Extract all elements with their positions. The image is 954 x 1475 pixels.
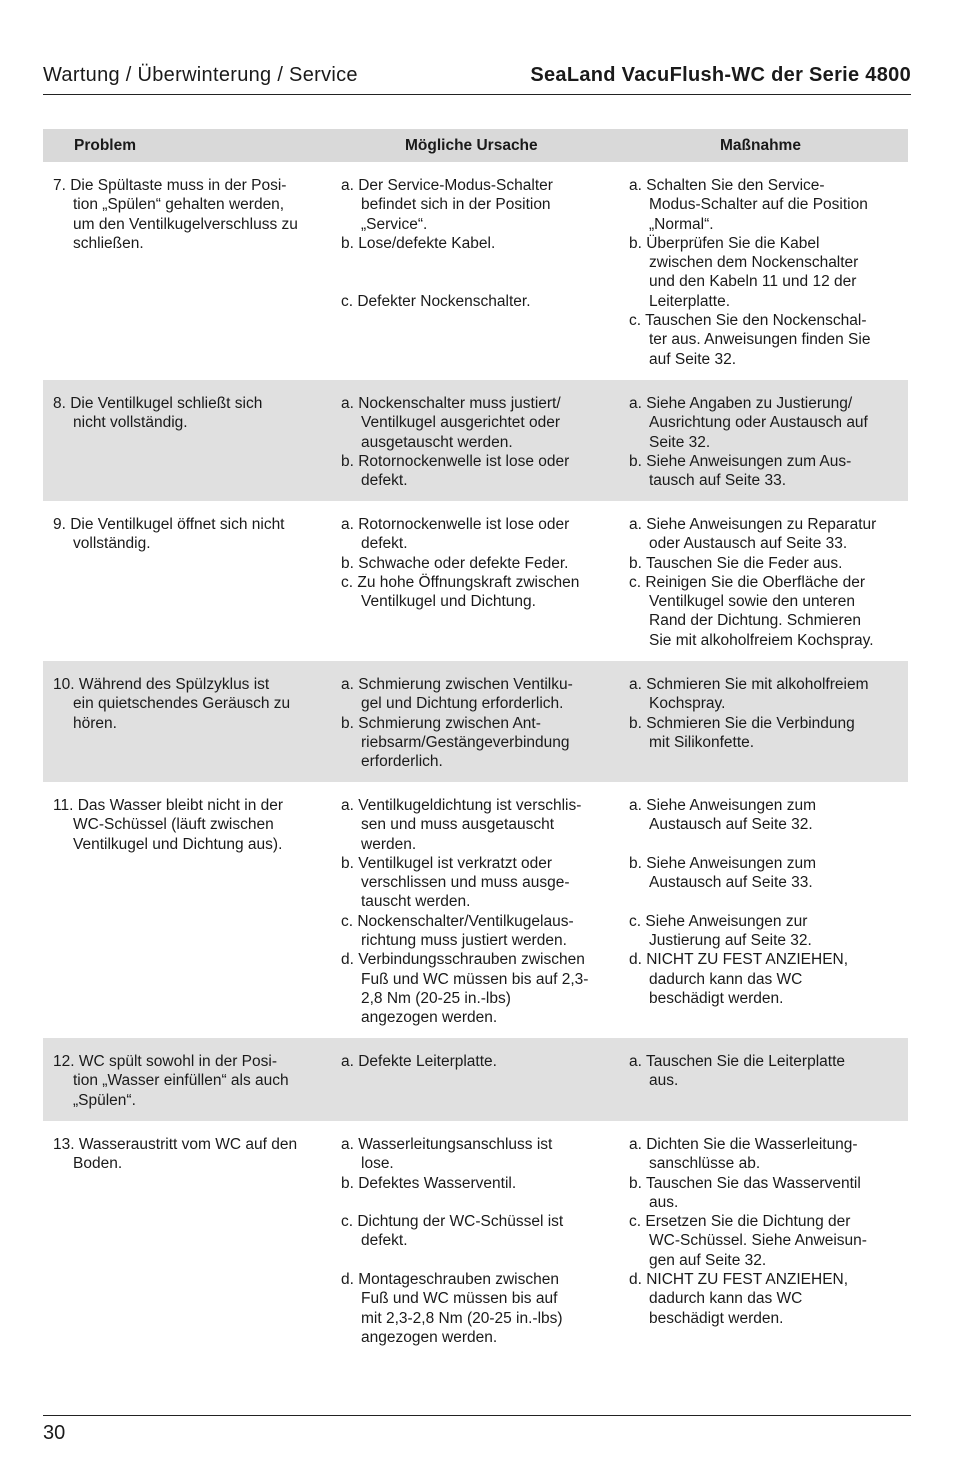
text-line: Austausch auf Seite 33. [649,874,813,892]
action-cell [629,176,904,369]
cause-item [341,714,613,772]
cause-item [341,1052,613,1071]
text-line: WC-Schüssel (läuft zwischen [73,816,274,834]
column-header-problem: Problem [74,137,137,154]
text-line: gel und Dichtung erforderlich. [361,695,564,713]
text-line: c. Nockenschalter/Ventilkugelaus- [341,912,574,930]
text-line: Justierung auf Seite 32. [649,932,812,950]
cause-cell [341,675,613,771]
action-item [629,714,904,753]
text-line: 8. Die Ventilkugel schließt sich [53,395,263,412]
text-line: c. Zu hohe Öffnungskraft zwischen [341,573,580,591]
text-line: b. Defektes Wasserventil. [341,1174,517,1192]
cause-item [341,675,613,714]
text-line: b. Tauschen Sie die Feder aus. [629,554,843,572]
text-line: angezogen werden. [361,1328,498,1346]
text-line: c. Siehe Anweisungen zur [629,912,808,930]
action-item [629,854,904,912]
cause-cell [341,176,613,311]
cause-item [341,554,613,573]
cause-item [341,292,613,311]
text-line: a. Siehe Angaben zu Justierung/ [629,395,853,412]
action-item [629,1174,904,1213]
text-line: a. Tauschen Sie die Leiterplatte [629,1053,846,1070]
action-item [629,234,904,311]
text-line: „Service“. [361,215,428,233]
table-row [43,1121,908,1391]
text-line: a. Schmierung zwischen Ventilku- [341,676,573,693]
text-line: 2,8 Nm (20-25 in.-lbs) [361,989,511,1007]
cause-cell [341,1135,613,1347]
cause-cell [341,515,613,611]
section-title: Wartung / Überwinterung / Service [43,64,358,86]
text-line: a. Schmieren Sie mit alkoholfreiem [629,676,869,693]
cause-item [341,1270,613,1347]
text-line: dadurch kann das WC [649,970,803,988]
text-line: ter aus. Anweisungen finden Sie [649,331,871,349]
text-line: hören. [73,714,117,732]
table-header [43,129,908,162]
cause-item [341,1174,613,1213]
text-line: mit Silikonfette. [649,733,755,751]
action-item [629,452,904,491]
text-line: Ventilkugel sowie den unteren [649,593,855,611]
problem-text [53,675,325,733]
text-line: tauscht werden. [361,893,471,911]
text-line: Ventilkugel und Dichtung. [361,593,536,611]
text-line: 13. Wasseraustritt vom WC auf den [53,1136,298,1153]
text-line: b. Siehe Anweisungen zum Aus- [629,452,852,470]
text-line: d. NICHT ZU FEST ANZIEHEN, [629,1271,849,1289]
text-line: a. Der Service-Modus-Schalter [341,177,553,194]
column-header-action: Maßnahme [720,137,801,154]
text-line [341,1251,613,1270]
text-line: a. Defekte Leiterplatte. [341,1053,497,1070]
text-line: tausch auf Seite 33. [649,472,787,490]
action-cell [629,1052,904,1091]
text-line: a. Schalten Sie den Service- [629,177,825,194]
text-line: 11. Das Wasser bleibt nicht in der [53,797,284,814]
text-line: b. Ventilkugel ist verkratzt oder [341,854,553,872]
text-line [341,1193,613,1212]
text-line: Kochspray. [649,695,726,713]
text-line: Seite 32. [649,433,711,451]
text-line: oder Austausch auf Seite 33. [649,535,848,553]
cause-item [341,176,613,234]
cause-item [341,1212,613,1270]
action-item [629,950,904,1008]
text-line: erforderlich. [361,753,443,771]
text-line: aus. [649,1072,679,1090]
cause-item [341,573,613,612]
problem-text [53,1135,325,1174]
text-line: b. Schmierung zwischen Ant- [341,714,541,732]
text-line: „Normal“. [649,215,714,233]
action-item [629,515,904,554]
problem-cell [53,1135,325,1174]
text-line: richtung muss justiert werden. [361,932,567,950]
text-line [629,835,904,854]
text-line: beschädigt werden. [649,1309,784,1327]
text-line: Leiterplatte. [649,292,730,310]
text-line: vollständig. [73,535,151,553]
cause-item [341,1135,613,1174]
page-number: 30 [43,1422,66,1444]
problem-cell [53,796,325,854]
text-line: b. Schwache oder defekte Feder. [341,554,569,572]
text-line: b. Überprüfen Sie die Kabel [629,234,820,252]
text-line: dadurch kann das WC [649,1290,803,1308]
table-row [43,1038,908,1121]
problem-text [53,1052,325,1110]
text-line: d. Montageschrauben zwischen [341,1271,559,1289]
text-line: mit 2,3-2,8 Nm (20-25 in.-lbs) [361,1309,563,1327]
text-line: b. Tauschen Sie das Wasserventil [629,1174,861,1192]
text-line: a. Rotornockenwelle ist lose oder [341,516,570,533]
action-item [629,573,904,650]
text-line: 9. Die Ventilkugel öffnet sich nicht [53,516,285,533]
text-line: und den Kabeln 11 und 12 der [649,273,857,291]
cause-item [341,394,613,452]
problem-cell [53,1052,325,1110]
text-line: a. Siehe Anweisungen zum [629,797,816,814]
problem-cell [53,675,325,733]
text-line: angezogen werden. [361,1009,498,1027]
table-row [43,661,908,782]
action-cell [629,796,904,1008]
action-item [629,1135,904,1174]
text-line [341,272,613,291]
text-line: 12. WC spült sowohl in der Posi- [53,1053,277,1070]
cause-item [341,854,613,912]
action-cell [629,675,904,752]
text-line: nicht vollständig. [73,414,188,432]
text-line: „Spülen“. [73,1091,136,1109]
problem-text [53,176,325,253]
text-line: riebsarm/Gestängeverbindung [361,733,570,751]
table-body [43,162,908,1391]
text-line: sen und muss ausgetauscht [361,816,555,834]
text-line: aus. [649,1193,679,1211]
table-row [43,782,908,1038]
text-line: schließen. [73,234,144,252]
cause-item [341,515,613,554]
text-line: verschlissen und muss ausge- [361,874,570,892]
text-line: c. Ersetzen Sie die Dichtung der [629,1213,851,1231]
text-line: defekt. [361,472,408,490]
text-line: 10. Während des Spülzyklus ist [53,676,270,693]
text-line: auf Seite 32. [649,350,737,368]
text-line: a. Ventilkugeldichtung ist verschlis- [341,797,582,814]
action-cell [629,1135,904,1328]
text-line: c. Dichtung der WC-Schüssel ist [341,1213,564,1231]
text-line: beschädigt werden. [649,989,784,1007]
troubleshooting-table [43,129,908,1391]
product-title: SeaLand VacuFlush-WC der Serie 4800 [530,64,911,86]
problem-cell [53,515,325,554]
text-line: Fuß und WC müssen bis auf [361,1290,558,1308]
text-line: d. Verbindungsschrauben zwischen [341,951,585,969]
action-cell [629,515,904,650]
action-item [629,394,904,452]
problem-text [53,394,325,433]
text-line: sanschlüsse ab. [649,1155,761,1173]
cause-item [341,253,613,292]
column-header-cause: Mögliche Ursache [405,137,538,154]
text-line: tion „Wasser einfüllen“ als auch [73,1072,289,1090]
action-cell [629,394,904,490]
text-line: Sie mit alkoholfreiem Kochspray. [649,631,874,649]
footer-rule [43,1415,911,1416]
text-line: tion „Spülen“ gehalten werden, [73,196,285,214]
text-line: c. Reinigen Sie die Oberfläche der [629,573,866,591]
text-line: a. Dichten Sie die Wasserleitung- [629,1136,858,1153]
problem-text [53,515,325,554]
problem-text [53,796,325,854]
page-header [43,60,911,95]
text-line: Rand der Dichtung. Schmieren [649,612,861,630]
text-line: WC-Schüssel. Siehe Anweisun- [649,1232,867,1250]
action-item [629,1212,904,1270]
text-line: gen auf Seite 32. [649,1251,767,1269]
text-line: a. Wasserleitungsanschluss ist [341,1136,553,1153]
action-item [629,1052,904,1091]
cause-item [341,912,613,951]
cause-item [341,234,613,253]
text-line: Ausrichtung oder Austausch auf [649,414,868,432]
text-line: d. NICHT ZU FEST ANZIEHEN, [629,951,849,969]
text-line: defekt. [361,1232,408,1250]
text-line: Austausch auf Seite 32. [649,816,813,834]
text-line: ein quietschendes Geräusch zu [73,695,291,713]
text-line: werden. [361,835,417,853]
cause-item [341,950,613,1027]
action-item [629,796,904,854]
text-line: zwischen dem Nockenschalter [649,254,859,272]
text-line: b. Schmieren Sie die Verbindung [629,714,855,732]
text-line: Ventilkugel und Dichtung aus). [73,835,283,853]
text-line: lose. [361,1155,394,1173]
text-line: a. Siehe Anweisungen zu Reparatur [629,516,877,533]
text-line: b. Rotornockenwelle ist lose oder [341,452,570,470]
text-line: Fuß und WC müssen bis auf 2,3- [361,970,589,988]
action-item [629,176,904,234]
text-line: b. Lose/defekte Kabel. [341,234,496,252]
text-line: Boden. [73,1155,123,1173]
problem-cell [53,394,325,433]
problem-cell [53,176,325,253]
text-line: c. Tauschen Sie den Nockenschal- [629,312,867,330]
text-line: c. Defekter Nockenschalter. [341,292,531,310]
cause-item [341,796,613,854]
table-row [43,380,908,501]
action-item [629,912,904,951]
cause-cell [341,796,613,1028]
table-row [43,501,908,661]
cause-cell [341,1052,613,1071]
action-item [629,1270,904,1328]
action-item [629,554,904,573]
cause-cell [341,394,613,490]
text-line: ausgetauscht werden. [361,433,513,451]
text-line: a. Nockenschalter muss justiert/ [341,395,561,412]
text-line: defekt. [361,535,408,553]
text-line: befindet sich in der Position [361,196,551,214]
text-line: 7. Die Spültaste muss in der Posi- [53,177,287,194]
action-item [629,675,904,714]
text-line: b. Siehe Anweisungen zum [629,854,816,872]
text-line: Ventilkugel ausgerichtet oder [361,414,561,432]
text-line [341,253,613,272]
text-line: um den Ventilkugelverschluss zu [73,215,298,233]
table-row [43,162,908,380]
text-line [629,892,904,911]
text-line: Modus-Schalter auf die Position [649,196,868,214]
cause-item [341,452,613,491]
action-item [629,311,904,369]
